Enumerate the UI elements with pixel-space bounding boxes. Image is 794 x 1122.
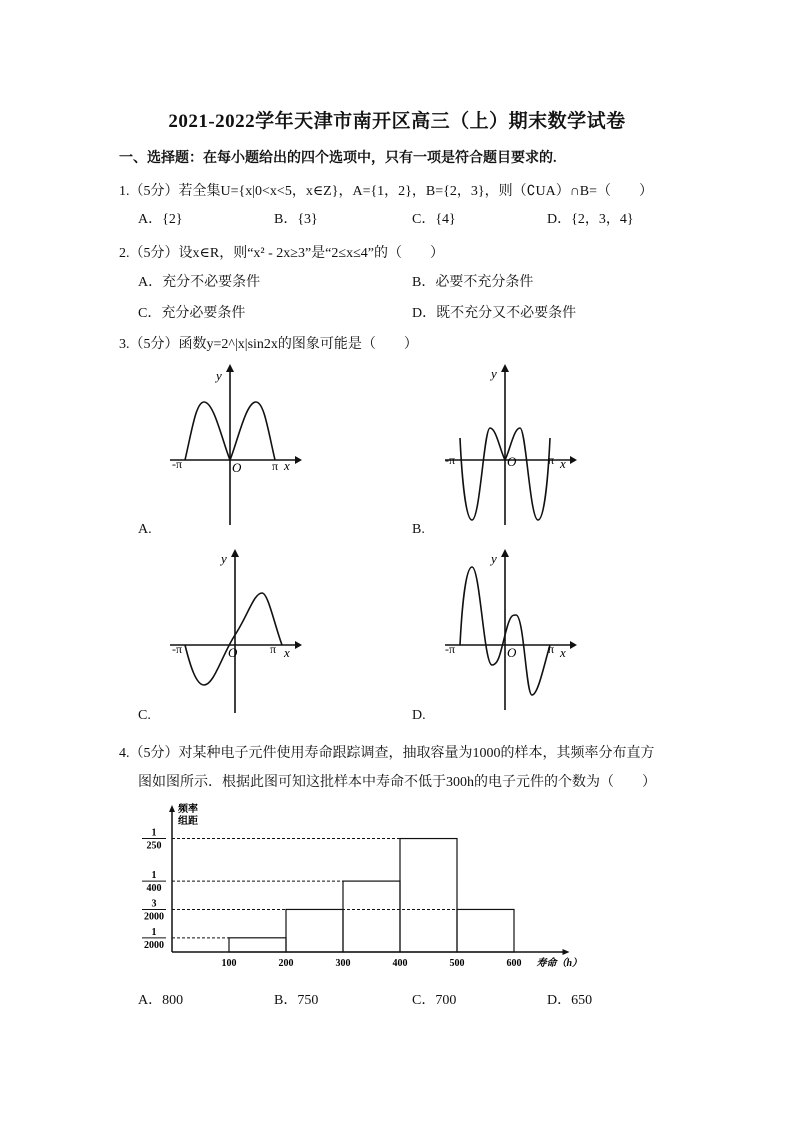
origin-label: O — [507, 645, 517, 660]
pi-label: π — [272, 459, 279, 473]
question-3: 3.（5分）函数y=2^|x|sin2x的图象可能是（ ） — [119, 337, 418, 352]
page-title: 2021-2022学年天津市南开区高三（上）期末数学试卷 — [168, 111, 626, 132]
y-tick-denominator: 250 — [146, 840, 162, 852]
graph-c — [160, 545, 300, 715]
q4-option-a[interactable]: A．800 — [138, 993, 184, 1008]
q3-option-a[interactable]: A. — [138, 522, 152, 537]
origin-label: O — [228, 645, 238, 660]
x-axis-arrow-icon — [295, 641, 302, 649]
curve — [185, 593, 282, 685]
y-tick-denominator: 2000 — [144, 911, 164, 923]
q4-option-c[interactable]: C．700 — [412, 993, 457, 1008]
origin-label: O — [232, 460, 242, 475]
y-label: y — [221, 551, 227, 566]
y-label: y — [491, 366, 497, 381]
pi-label: π — [548, 642, 555, 656]
y-label: y — [216, 368, 222, 383]
x-axis-arrow-icon — [570, 641, 577, 649]
y-tick-numerator: 1 — [151, 827, 157, 839]
graph-d — [440, 545, 580, 715]
q2-option-c[interactable]: C．充分必要条件 — [138, 306, 246, 321]
y-tick-numerator: 1 — [151, 926, 157, 938]
y-axis-arrow-icon — [501, 364, 509, 372]
histogram-bar — [229, 938, 286, 952]
y-axis-arrow-icon — [501, 549, 509, 557]
x-tick-label: 500 — [449, 958, 465, 969]
question-4-line-2: 图如图所示．根据此图可知这批样本中寿命不低于300h的电子元件的个数为（ ） — [138, 775, 656, 790]
y-axis-arrow-icon — [169, 805, 175, 812]
neg-pi-label: -π — [445, 453, 456, 467]
q4-option-d[interactable]: D．650 — [547, 993, 593, 1008]
x-tick-label: 100 — [221, 958, 237, 969]
graph-b — [440, 360, 580, 530]
y-label: y — [491, 551, 497, 566]
y-axis-arrow-icon — [231, 549, 239, 557]
x-axis-arrow-icon — [295, 456, 302, 464]
y-axis-label-bottom: 组距 — [178, 816, 198, 827]
neg-pi-label: -π — [172, 457, 183, 471]
graph-a — [160, 360, 300, 530]
question-2: 2.（5分）设x∈R，则“x² - 2x≥3”是“2≤x≤4”的（ ） — [119, 246, 444, 261]
x-tick-label: 600 — [506, 958, 522, 969]
x-axis-label: 寿命（h） — [536, 958, 583, 969]
origin-label: O — [507, 454, 517, 469]
q3-option-b[interactable]: B. — [412, 522, 425, 537]
histogram-bar — [343, 881, 400, 952]
y-axis-label-top: 频率 — [178, 804, 198, 815]
x-label: x — [284, 645, 290, 660]
y-tick-denominator: 2000 — [144, 939, 164, 951]
x-tick-label: 300 — [335, 958, 351, 969]
pi-label: π — [270, 642, 277, 656]
q3-option-c[interactable]: C. — [138, 708, 151, 723]
q3-option-d[interactable]: D. — [412, 708, 426, 723]
q1-option-d[interactable]: D．{2，3，4} — [547, 212, 634, 227]
pi-label: π — [548, 453, 555, 467]
y-tick-denominator: 400 — [146, 883, 162, 895]
y-tick-numerator: 1 — [151, 870, 157, 882]
x-label: x — [560, 645, 566, 660]
frequency-histogram — [130, 800, 583, 980]
histogram-bar — [286, 909, 343, 952]
histogram-bar — [457, 909, 514, 952]
q2-option-b[interactable]: B．必要不充分条件 — [412, 275, 534, 290]
q1-option-b[interactable]: B．{3} — [274, 212, 318, 227]
x-label: x — [560, 456, 566, 471]
neg-pi-label: -π — [445, 642, 456, 656]
x-axis-arrow-icon — [563, 949, 570, 955]
q2-option-d[interactable]: D．既不充分又不必要条件 — [412, 306, 577, 321]
section-heading: 一、选择题：在每小题给出的四个选项中，只有一项是符合题目要求的. — [119, 151, 557, 166]
q1-option-a[interactable]: A．{2} — [138, 212, 183, 227]
x-tick-label: 400 — [392, 958, 408, 969]
question-1: 1.（5分）若全集U={x|0<x<5，x∈Z}，A={1，2}，B={2，3}，则（∁UA）∩B=（ ） — [119, 184, 654, 199]
neg-pi-label: -π — [172, 642, 183, 656]
x-tick-label: 200 — [278, 958, 294, 969]
y-axis-arrow-icon — [226, 364, 234, 372]
x-label: x — [284, 458, 290, 473]
q1-option-c[interactable]: C．{4} — [412, 212, 456, 227]
question-4-line-1: 4.（5分）对某种电子元件使用寿命跟踪调查，抽取容量为1000的样本，其频率分布直方 — [119, 746, 655, 761]
y-tick-numerator: 3 — [151, 898, 157, 910]
x-axis-arrow-icon — [570, 456, 577, 464]
histogram-bar — [400, 839, 457, 952]
q4-option-b[interactable]: B．750 — [274, 993, 319, 1008]
q2-option-a[interactable]: A．充分不必要条件 — [138, 275, 261, 290]
